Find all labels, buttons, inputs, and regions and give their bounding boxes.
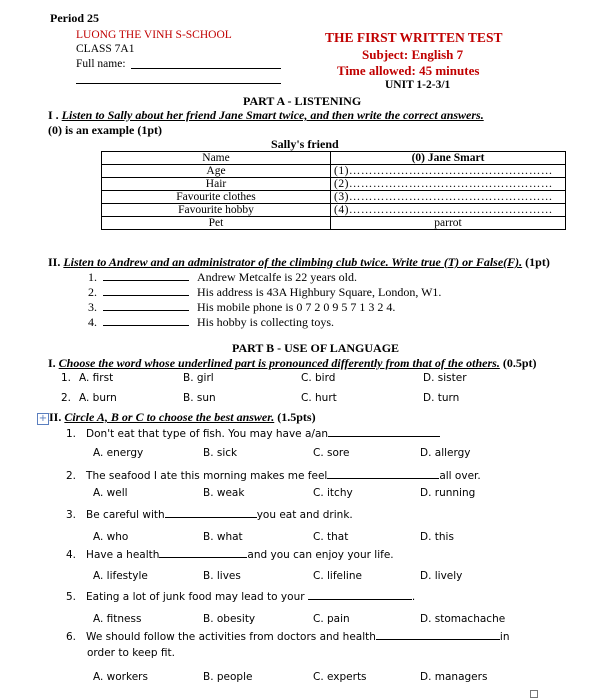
- section-points: (1pt): [525, 255, 550, 269]
- item-number: 2.: [88, 285, 97, 299]
- part-a-section-2: [48, 255, 550, 270]
- mcq-option-c[interactable]: C. itchy: [313, 487, 353, 499]
- answer-blank[interactable]: [308, 590, 412, 600]
- mcq-option-c[interactable]: C. pain: [313, 613, 350, 625]
- mcq-option-b[interactable]: B. lives: [203, 570, 241, 582]
- section-instruction: Choose the word whose underlined part is pronounced differently from that of the others.: [58, 356, 500, 370]
- answer-blank[interactable]: [165, 508, 257, 518]
- table-row: [102, 217, 566, 230]
- section-instruction: Listen to Andrew and an administrator of the climbing club twice. Write true (T) or False(F).: [63, 255, 523, 269]
- school-name: LUONG THE VINH S-SCHOOL: [76, 29, 232, 41]
- mcq-option-a[interactable]: A. fitness: [93, 613, 142, 625]
- table-title: Sally's friend: [271, 137, 339, 151]
- pron-num-1: 1.: [61, 372, 72, 384]
- item-number: 4.: [88, 315, 97, 329]
- mcq-option-d[interactable]: D. allergy: [420, 447, 471, 459]
- item-number: 2.: [66, 470, 77, 482]
- fullname-line[interactable]: [131, 68, 281, 69]
- mcq-option-b[interactable]: B. what: [203, 531, 243, 543]
- item-number: 5.: [66, 591, 77, 603]
- answer-blank[interactable]: [327, 469, 439, 479]
- mcq-option-d[interactable]: D. managers: [420, 671, 488, 683]
- mcq-option-b[interactable]: B. sick: [203, 447, 238, 459]
- mcq-option-a[interactable]: A. energy: [93, 447, 144, 459]
- mcq-option-b[interactable]: B. people: [203, 671, 253, 683]
- mcq-option-b[interactable]: B. weak: [203, 487, 245, 499]
- pron-option-b[interactable]: B. sun: [183, 392, 216, 404]
- question-text: The seafood I ate this morning makes me feel: [86, 470, 328, 482]
- pron-option-c[interactable]: C. bird: [301, 372, 336, 384]
- table-row: [102, 152, 566, 165]
- question-text: Don't eat that type of fish. You may have a/an: [86, 428, 329, 440]
- table-row: [102, 204, 566, 217]
- section-number: I .: [48, 108, 59, 122]
- part-b-section-2: [49, 410, 316, 425]
- section-instruction: Listen to Sally about her friend Jane Smart twice, and then write the correct answers.: [61, 108, 484, 122]
- test-subject: Subject: English 7: [362, 47, 464, 62]
- tf-item-3: [88, 300, 97, 315]
- mcq-option-a[interactable]: A. lifestyle: [93, 570, 148, 582]
- table-row: [102, 191, 566, 204]
- part-a-title: PART A - LISTENING: [243, 94, 362, 108]
- mcq-question-2: [66, 469, 481, 482]
- table-row: [102, 165, 566, 178]
- mcq-option-a[interactable]: A. who: [93, 531, 129, 543]
- question-text: Be careful with: [86, 509, 165, 521]
- tf-answer-2[interactable]: [103, 295, 189, 296]
- question-text-end: .: [411, 591, 416, 603]
- mcq-option-d[interactable]: D. running: [420, 487, 476, 499]
- item-number: 3.: [66, 509, 77, 521]
- row-label: Pet: [102, 217, 331, 230]
- pron-option-d[interactable]: D. turn: [423, 392, 460, 404]
- item-number: 1.: [66, 428, 77, 440]
- item-number: 6.: [66, 631, 77, 643]
- mcq-question-5: [66, 590, 415, 603]
- mcq-option-c[interactable]: C. experts: [313, 671, 367, 683]
- pron-option-a[interactable]: A. burn: [79, 392, 117, 404]
- answer-field-3[interactable]: (3)……………………………………………: [331, 191, 566, 204]
- answer-field-4[interactable]: (4)……………………………………………: [331, 204, 566, 217]
- mcq-option-c[interactable]: C. lifeline: [313, 570, 362, 582]
- tf-item-1: [88, 270, 97, 285]
- mcq-question-6-cont: order to keep fit.: [87, 647, 175, 659]
- answer-blank[interactable]: [159, 548, 247, 558]
- tf-answer-3[interactable]: [103, 310, 189, 311]
- answer-field-1[interactable]: (1)……………………………………………: [331, 165, 566, 178]
- section-points: (0.5pt): [502, 356, 537, 370]
- mcq-question-4: [66, 548, 394, 561]
- mcq-question-1: [66, 427, 440, 440]
- answer-blank[interactable]: [328, 427, 440, 437]
- mcq-option-a[interactable]: A. well: [93, 487, 128, 499]
- example-note: (0) is an example (1pt): [48, 123, 162, 137]
- answer-blank[interactable]: [376, 630, 500, 640]
- fullname-line-2: [76, 83, 281, 84]
- move-handle-icon[interactable]: +: [38, 413, 48, 424]
- row-value: parrot: [331, 217, 566, 230]
- section-number: II.: [48, 255, 61, 269]
- fullname-label: Full name:: [76, 58, 126, 70]
- pron-option-a[interactable]: A. first: [79, 372, 114, 384]
- tf-statement-4: His hobby is collecting toys.: [197, 315, 334, 329]
- question-text: We should follow the activities from doctors and health: [86, 631, 376, 643]
- section-points: (1.5pts): [277, 410, 316, 424]
- section-instruction: Circle A, B or C to choose the best answer.: [64, 410, 275, 424]
- mcq-option-d[interactable]: D. stomachache: [420, 613, 506, 625]
- mcq-option-c[interactable]: C. that: [313, 531, 349, 543]
- tf-statement-1: Andrew Metcalfe is 22 years old.: [197, 270, 357, 284]
- row-label: Favourite clothes: [102, 191, 331, 204]
- mcq-option-c[interactable]: C. sore: [313, 447, 350, 459]
- mcq-option-b[interactable]: B. obesity: [203, 613, 256, 625]
- resize-handle-icon[interactable]: [530, 690, 538, 698]
- mcq-option-a[interactable]: A. workers: [93, 671, 148, 683]
- row-label: Age: [102, 165, 331, 178]
- tf-statement-3: His mobile phone is 0 7 2 0 9 5 7 1 3 2 4.: [197, 300, 396, 314]
- test-time: Time allowed: 45 minutes: [337, 63, 480, 78]
- pron-num-2: 2.: [61, 392, 72, 404]
- tf-answer-4[interactable]: [103, 325, 189, 326]
- part-a-section-1: [48, 108, 484, 123]
- mcq-option-d[interactable]: D. this: [420, 531, 454, 543]
- row-label: Favourite hobby: [102, 204, 331, 217]
- sally-friend-table: [101, 151, 566, 230]
- pron-option-c[interactable]: C. hurt: [301, 392, 337, 404]
- unit-label: UNIT 1-2-3/1: [385, 79, 451, 91]
- question-text: Eating a lot of junk food may lead to your: [86, 591, 305, 603]
- test-title: THE FIRST WRITTEN TEST: [325, 30, 503, 45]
- item-number: 4.: [66, 549, 77, 561]
- section-number: II.: [49, 410, 62, 424]
- question-text-end: in: [499, 631, 510, 643]
- class-label: CLASS 7A1: [76, 43, 135, 55]
- part-b-title: PART B - USE OF LANGUAGE: [232, 341, 400, 355]
- pron-option-b[interactable]: B. girl: [183, 372, 214, 384]
- section-number: I.: [48, 356, 56, 370]
- mcq-question-3: [66, 508, 353, 521]
- question-text-end: and you can enjoy your life.: [247, 549, 394, 561]
- answer-field-2[interactable]: (2)……………………………………………: [331, 178, 566, 191]
- tf-answer-1[interactable]: [103, 280, 189, 281]
- part-b-section-1: [48, 356, 537, 371]
- tf-item-2: [88, 285, 97, 300]
- pron-option-d[interactable]: D. sister: [423, 372, 467, 384]
- table-row: [102, 178, 566, 191]
- tf-item-4: [88, 315, 97, 330]
- item-number: 3.: [88, 300, 97, 314]
- mcq-question-6: [66, 630, 510, 643]
- question-text-end: all over.: [439, 470, 481, 482]
- row-label: Name: [102, 152, 331, 165]
- row-label: Hair: [102, 178, 331, 191]
- question-text-end: you eat and drink.: [256, 509, 353, 521]
- question-text: Have a health: [86, 549, 160, 561]
- row-value: (0) Jane Smart: [331, 152, 566, 165]
- period-label: Period 25: [50, 11, 99, 25]
- tf-statement-2: His address is 43A Highbury Square, London, W1.: [197, 285, 442, 299]
- mcq-option-d[interactable]: D. lively: [420, 570, 463, 582]
- item-number: 1.: [88, 270, 97, 284]
